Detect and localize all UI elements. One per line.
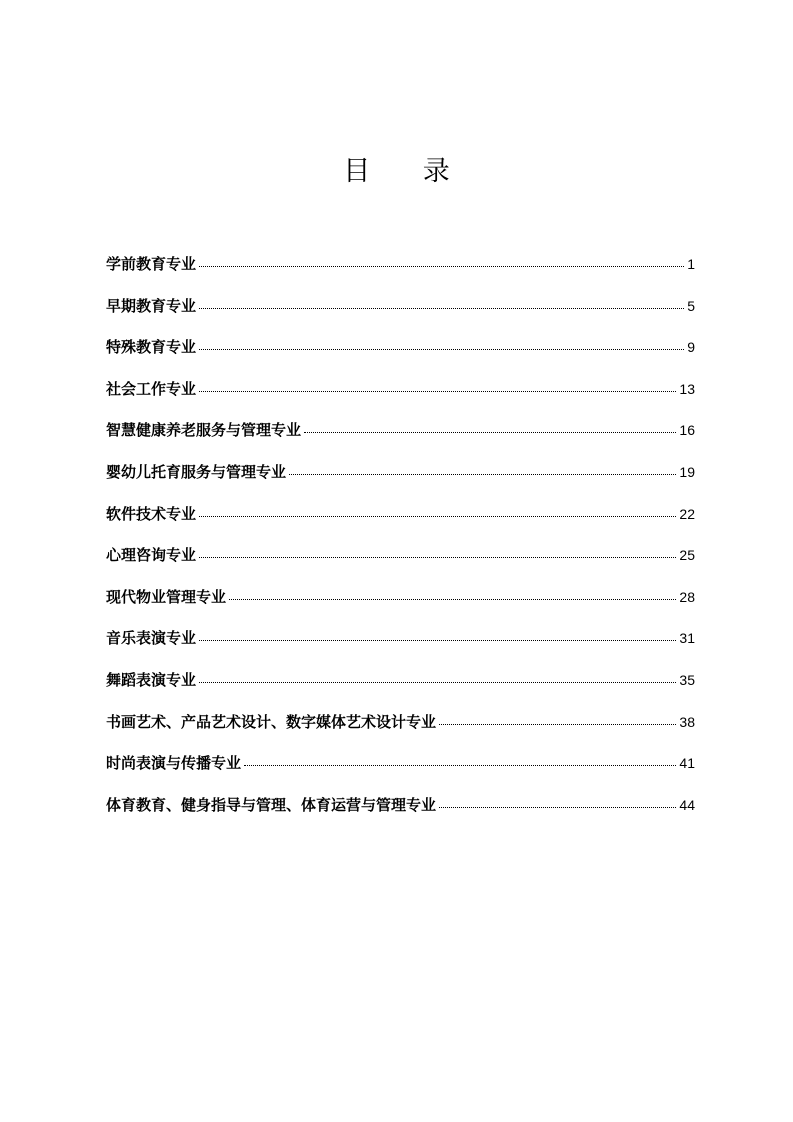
toc-entry-title: 舞蹈表演专业	[106, 670, 197, 689]
toc-entry[interactable]	[106, 460, 695, 502]
toc-entry[interactable]	[106, 668, 695, 710]
toc-entry[interactable]	[106, 710, 695, 752]
dot-leader	[199, 307, 684, 309]
toc-entry-page: 28	[679, 588, 695, 605]
toc-entry[interactable]	[106, 418, 695, 460]
toc-entry-title: 学前教育专业	[106, 255, 197, 273]
toc-entry-title: 音乐表演专业	[106, 629, 197, 648]
dot-leader	[229, 598, 676, 600]
toc-entry[interactable]	[106, 543, 695, 585]
toc-entry-title: 社会工作专业	[106, 379, 197, 398]
toc-entry-page: 22	[679, 505, 695, 522]
toc-entry-page: 16	[679, 422, 695, 439]
dot-leader	[199, 639, 676, 641]
toc-heading: 目 录	[343, 156, 472, 187]
toc-entry-page: 1	[687, 256, 695, 272]
toc-entry[interactable]	[106, 377, 695, 419]
toc-entry-page: 5	[687, 297, 695, 314]
toc-list	[106, 252, 695, 834]
toc-entry[interactable]	[106, 335, 695, 377]
dot-leader	[199, 681, 676, 683]
toc-entry-title: 书画艺术、产品艺术设计、数字媒体艺术设计专业	[106, 712, 437, 731]
toc-entry-title: 特殊教育专业	[106, 338, 197, 357]
toc-entry-page: 35	[679, 671, 695, 688]
toc-entry-title: 现代物业管理专业	[106, 587, 227, 606]
toc-entry-title: 智慧健康养老服务与管理专业	[106, 421, 302, 440]
toc-entry-title: 时尚表演与传播专业	[106, 754, 242, 773]
toc-entry-page: 38	[679, 713, 695, 730]
toc-entry-page: 9	[687, 339, 695, 356]
dot-leader	[439, 806, 676, 808]
toc-entry-title: 早期教育专业	[106, 296, 197, 315]
dot-leader	[289, 473, 676, 475]
toc-entry[interactable]	[106, 502, 695, 544]
toc-entry[interactable]	[106, 294, 695, 336]
dot-leader	[304, 431, 676, 433]
toc-entry-page: 25	[679, 547, 695, 564]
toc-entry-title: 软件技术专业	[106, 504, 197, 523]
toc-entry-page: 41	[679, 755, 695, 772]
toc-entry[interactable]	[106, 751, 695, 793]
dot-leader	[199, 556, 676, 558]
toc-entry-page: 19	[679, 463, 695, 480]
toc-entry-title: 婴幼儿托育服务与管理专业	[106, 462, 287, 481]
toc-entry-page: 44	[679, 796, 695, 813]
dot-leader	[199, 515, 676, 517]
toc-entry[interactable]	[106, 793, 695, 835]
toc-entry-title: 心理咨询专业	[106, 546, 197, 565]
dot-leader	[199, 348, 684, 350]
dot-leader	[244, 764, 676, 766]
toc-entry-title: 体育教育、健身指导与管理、体育运营与管理专业	[106, 795, 437, 814]
toc-entry[interactable]	[106, 585, 695, 627]
toc-entry[interactable]	[106, 252, 695, 294]
toc-entry-page: 13	[679, 380, 695, 397]
dot-leader	[199, 265, 684, 267]
dot-leader	[439, 723, 676, 725]
dot-leader	[199, 390, 676, 392]
toc-entry-page: 31	[679, 630, 695, 647]
toc-entry[interactable]	[106, 626, 695, 668]
